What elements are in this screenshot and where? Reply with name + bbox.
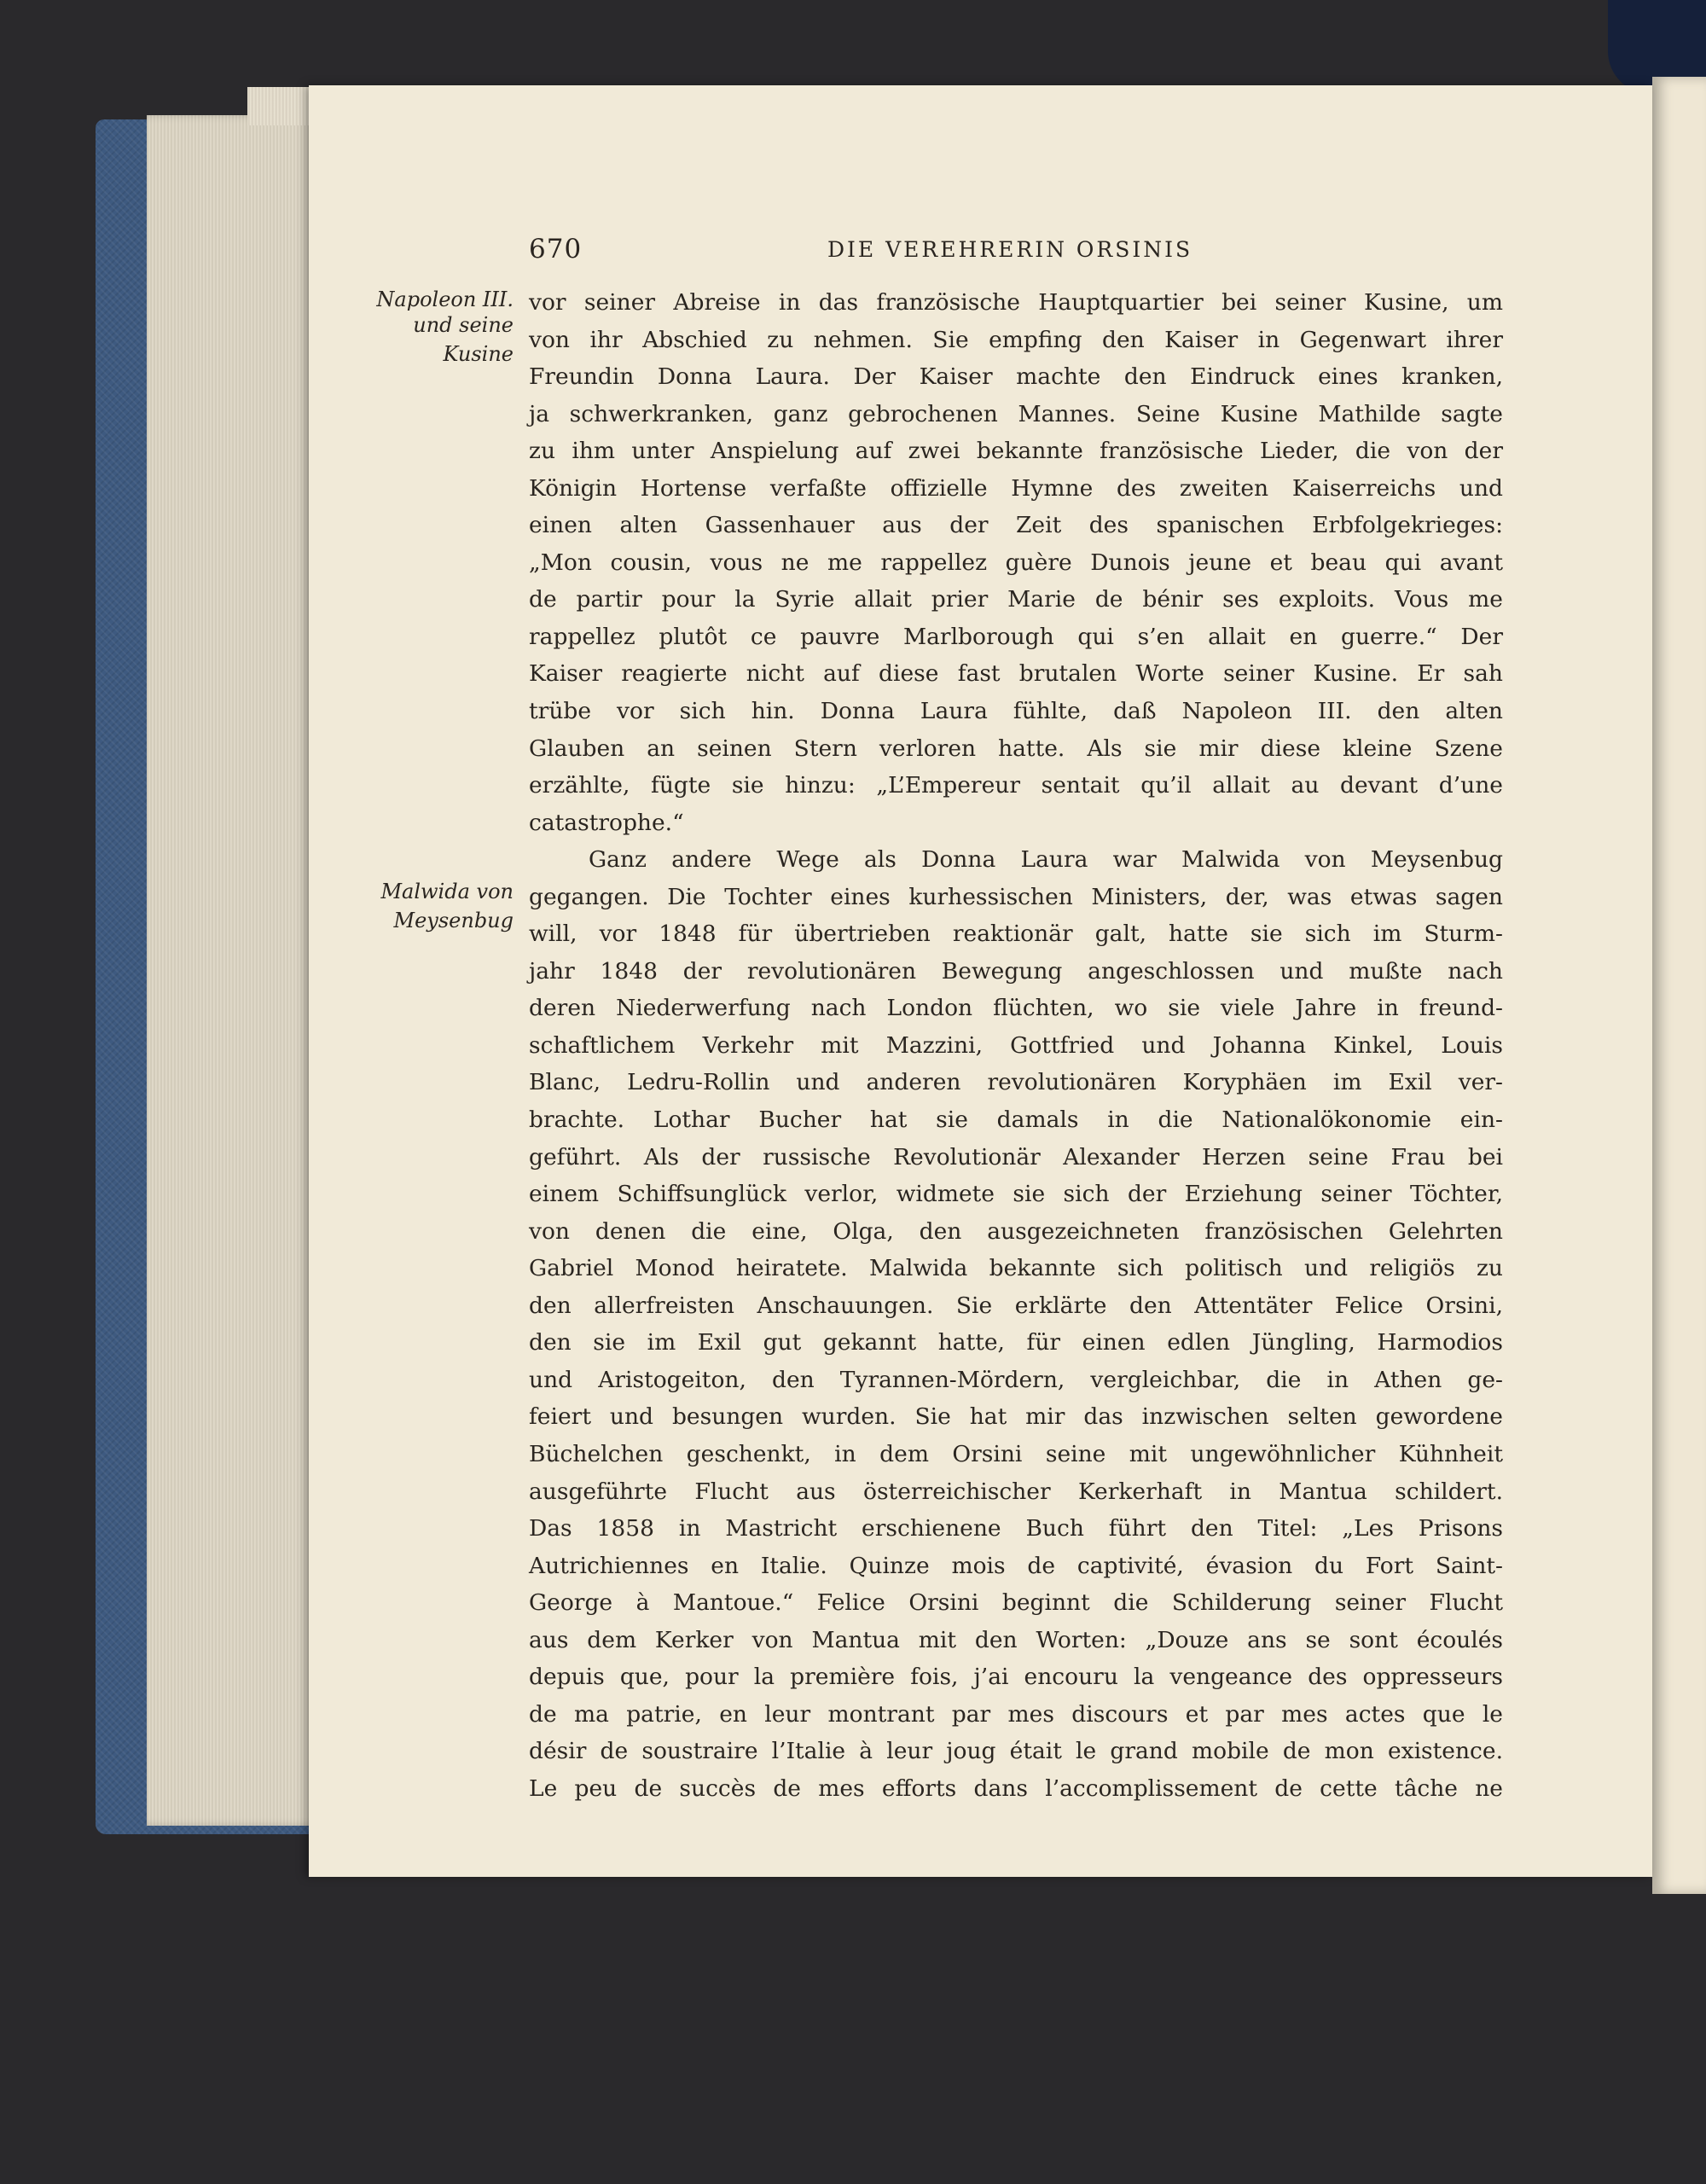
text-line: den sie im Exil gut gekannt hatte, für einen edlen Jüngling, Harmodios xyxy=(529,1329,1503,1356)
margin-note-line: Kusine xyxy=(443,342,514,366)
text-line: feiert und besungen wurden. Sie hat mir das inzwischen selten gewordene xyxy=(529,1403,1503,1431)
margin-note-line: Napoleon III. xyxy=(376,288,514,311)
text-line: Königin Hortense verfaßte offizielle Hymne des zweiten Kaiserreichs und xyxy=(529,474,1503,502)
page-edges xyxy=(147,115,326,1826)
text-line: gegangen. Die Tochter eines kurhessischen Ministers, der, was etwas sagen xyxy=(529,883,1503,910)
facing-page-edge xyxy=(1652,77,1706,1894)
text-line: Autrichiennes en Italie. Quinze mois de captivité, évasion du Fort Saint- xyxy=(529,1552,1503,1579)
text-line: Le peu de succès de mes efforts dans l’accomplissement de cette tâche ne xyxy=(529,1774,1503,1802)
text-line: ausgeführte Flucht aus österreichischer Kerkerhaft in Mantua schildert. xyxy=(529,1478,1503,1505)
text-line: einen alten Gassenhauer aus der Zeit des spanischen Erbfolgekrieges: xyxy=(529,512,1503,539)
text-line: de partir pour la Syrie allait prier Marie de bénir ses exploits. Vous me xyxy=(529,586,1503,613)
text-line: deren Niederwerfung nach London flüchten, wo sie viele Jahre in freund- xyxy=(529,995,1503,1022)
text-line: Ganz andere Wege als Donna Laura war Malwida von Meysenbug xyxy=(589,846,1503,874)
text-line: depuis que, pour la première fois, j’ai encouru la vengeance des oppresseurs xyxy=(529,1664,1503,1691)
margin-note-line: Meysenbug xyxy=(393,909,514,932)
text-line: den allerfreisten Anschauungen. Sie erklärte den Attentäter Felice Orsini, xyxy=(529,1292,1503,1319)
text-line: zu ihm unter Anspielung auf zwei bekannte französische Lieder, die von der xyxy=(529,438,1503,465)
text-line: schaftlichem Verkehr mit Mazzini, Gottfried und Johanna Kinkel, Louis xyxy=(529,1031,1503,1059)
text-line: catastrophe.“ xyxy=(529,809,684,836)
text-line: vor seiner Abreise in das französische Hauptquartier bei seiner Kusine, um xyxy=(529,289,1503,316)
text-line: geführt. Als der russische Revolutionär Alexander Herzen seine Frau bei xyxy=(529,1143,1503,1170)
text-line: jahr 1848 der revolutionären Bewegung angeschlossen und mußte nach xyxy=(529,957,1503,985)
text-line: George à Mantoue.“ Felice Orsini beginnt die Schilderung seiner Flucht xyxy=(529,1589,1503,1617)
body-text xyxy=(529,284,1503,1807)
text-line: brachte. Lothar Bucher hat sie damals in die Nationalökonomie ein- xyxy=(529,1107,1503,1134)
text-line: „Mon cousin, vous ne me rappellez guère Dunois jeune et beau qui avant xyxy=(529,549,1503,576)
text-line: Gabriel Monod heiratete. Malwida bekannte sich politisch und religiös zu xyxy=(529,1255,1503,1282)
text-line: Freundin Donna Laura. Der Kaiser machte den Eindruck eines kranken, xyxy=(529,363,1503,391)
text-line: trübe vor sich hin. Donna Laura fühlte, daß Napoleon III. den alten xyxy=(529,698,1503,725)
margin-note-line: Malwida von xyxy=(380,880,514,903)
margin-note-malwida xyxy=(333,877,514,935)
margin-note-napoleon xyxy=(333,285,514,369)
text-line: aus dem Kerker von Mantua mit den Worten: „Douze ans se sont écoulés xyxy=(529,1626,1503,1653)
text-line: de ma patrie, en leur montrant par mes discours et par mes actes que le xyxy=(529,1700,1503,1728)
text-line: will, vor 1848 für übertrieben reaktionär galt, hatte sie sich im Sturm- xyxy=(529,921,1503,948)
text-line: Das 1858 in Mastricht erschienene Buch führt den Titel: „Les Prisons xyxy=(529,1515,1503,1542)
text-line: Kaiser reagierte nicht auf diese fast brutalen Worte seiner Kusine. Er sah xyxy=(529,660,1503,688)
text-line: von denen die eine, Olga, den ausgezeichneten französischen Gelehrten xyxy=(529,1217,1503,1245)
running-head xyxy=(529,230,1501,273)
text-line: einem Schiffsunglück verlor, widmete sie sich der Erziehung seiner Töchter, xyxy=(529,1181,1503,1208)
page-number: 670 xyxy=(529,234,583,264)
text-line: Glauben an seinen Stern verloren hatte. Als sie mir diese kleine Szene xyxy=(529,735,1503,762)
text-line: Blanc, Ledru-Rollin und anderen revolutionären Koryphäen im Exil ver- xyxy=(529,1069,1503,1096)
running-head-title: DIE VEREHRERIN ORSINIS xyxy=(827,237,1193,262)
margin-note-line: und seine xyxy=(413,313,514,337)
text-line: Büchelchen geschenkt, in dem Orsini seine mit ungewöhnlicher Kühnheit xyxy=(529,1440,1503,1467)
text-line: erzählte, fügte sie hinzu: „L’Empereur sentait qu’il allait au devant d’une xyxy=(529,772,1503,799)
text-line: ja schwerkranken, ganz gebrochenen Mannes. Seine Kusine Mathilde sagte xyxy=(529,400,1503,427)
text-line: désir de soustraire l’Italie à leur joug était le grand mobile de mon existence. xyxy=(529,1738,1503,1765)
text-line: rappellez plutôt ce pauvre Marlborough qui s’en allait en guerre.“ Der xyxy=(529,623,1503,650)
text-line: von ihr Abschied zu nehmen. Sie empfing den Kaiser in Gegenwart ihrer xyxy=(529,326,1503,353)
text-line: und Aristogeiton, den Tyrannen-Mördern, vergleichbar, die in Athen ge- xyxy=(529,1366,1503,1393)
